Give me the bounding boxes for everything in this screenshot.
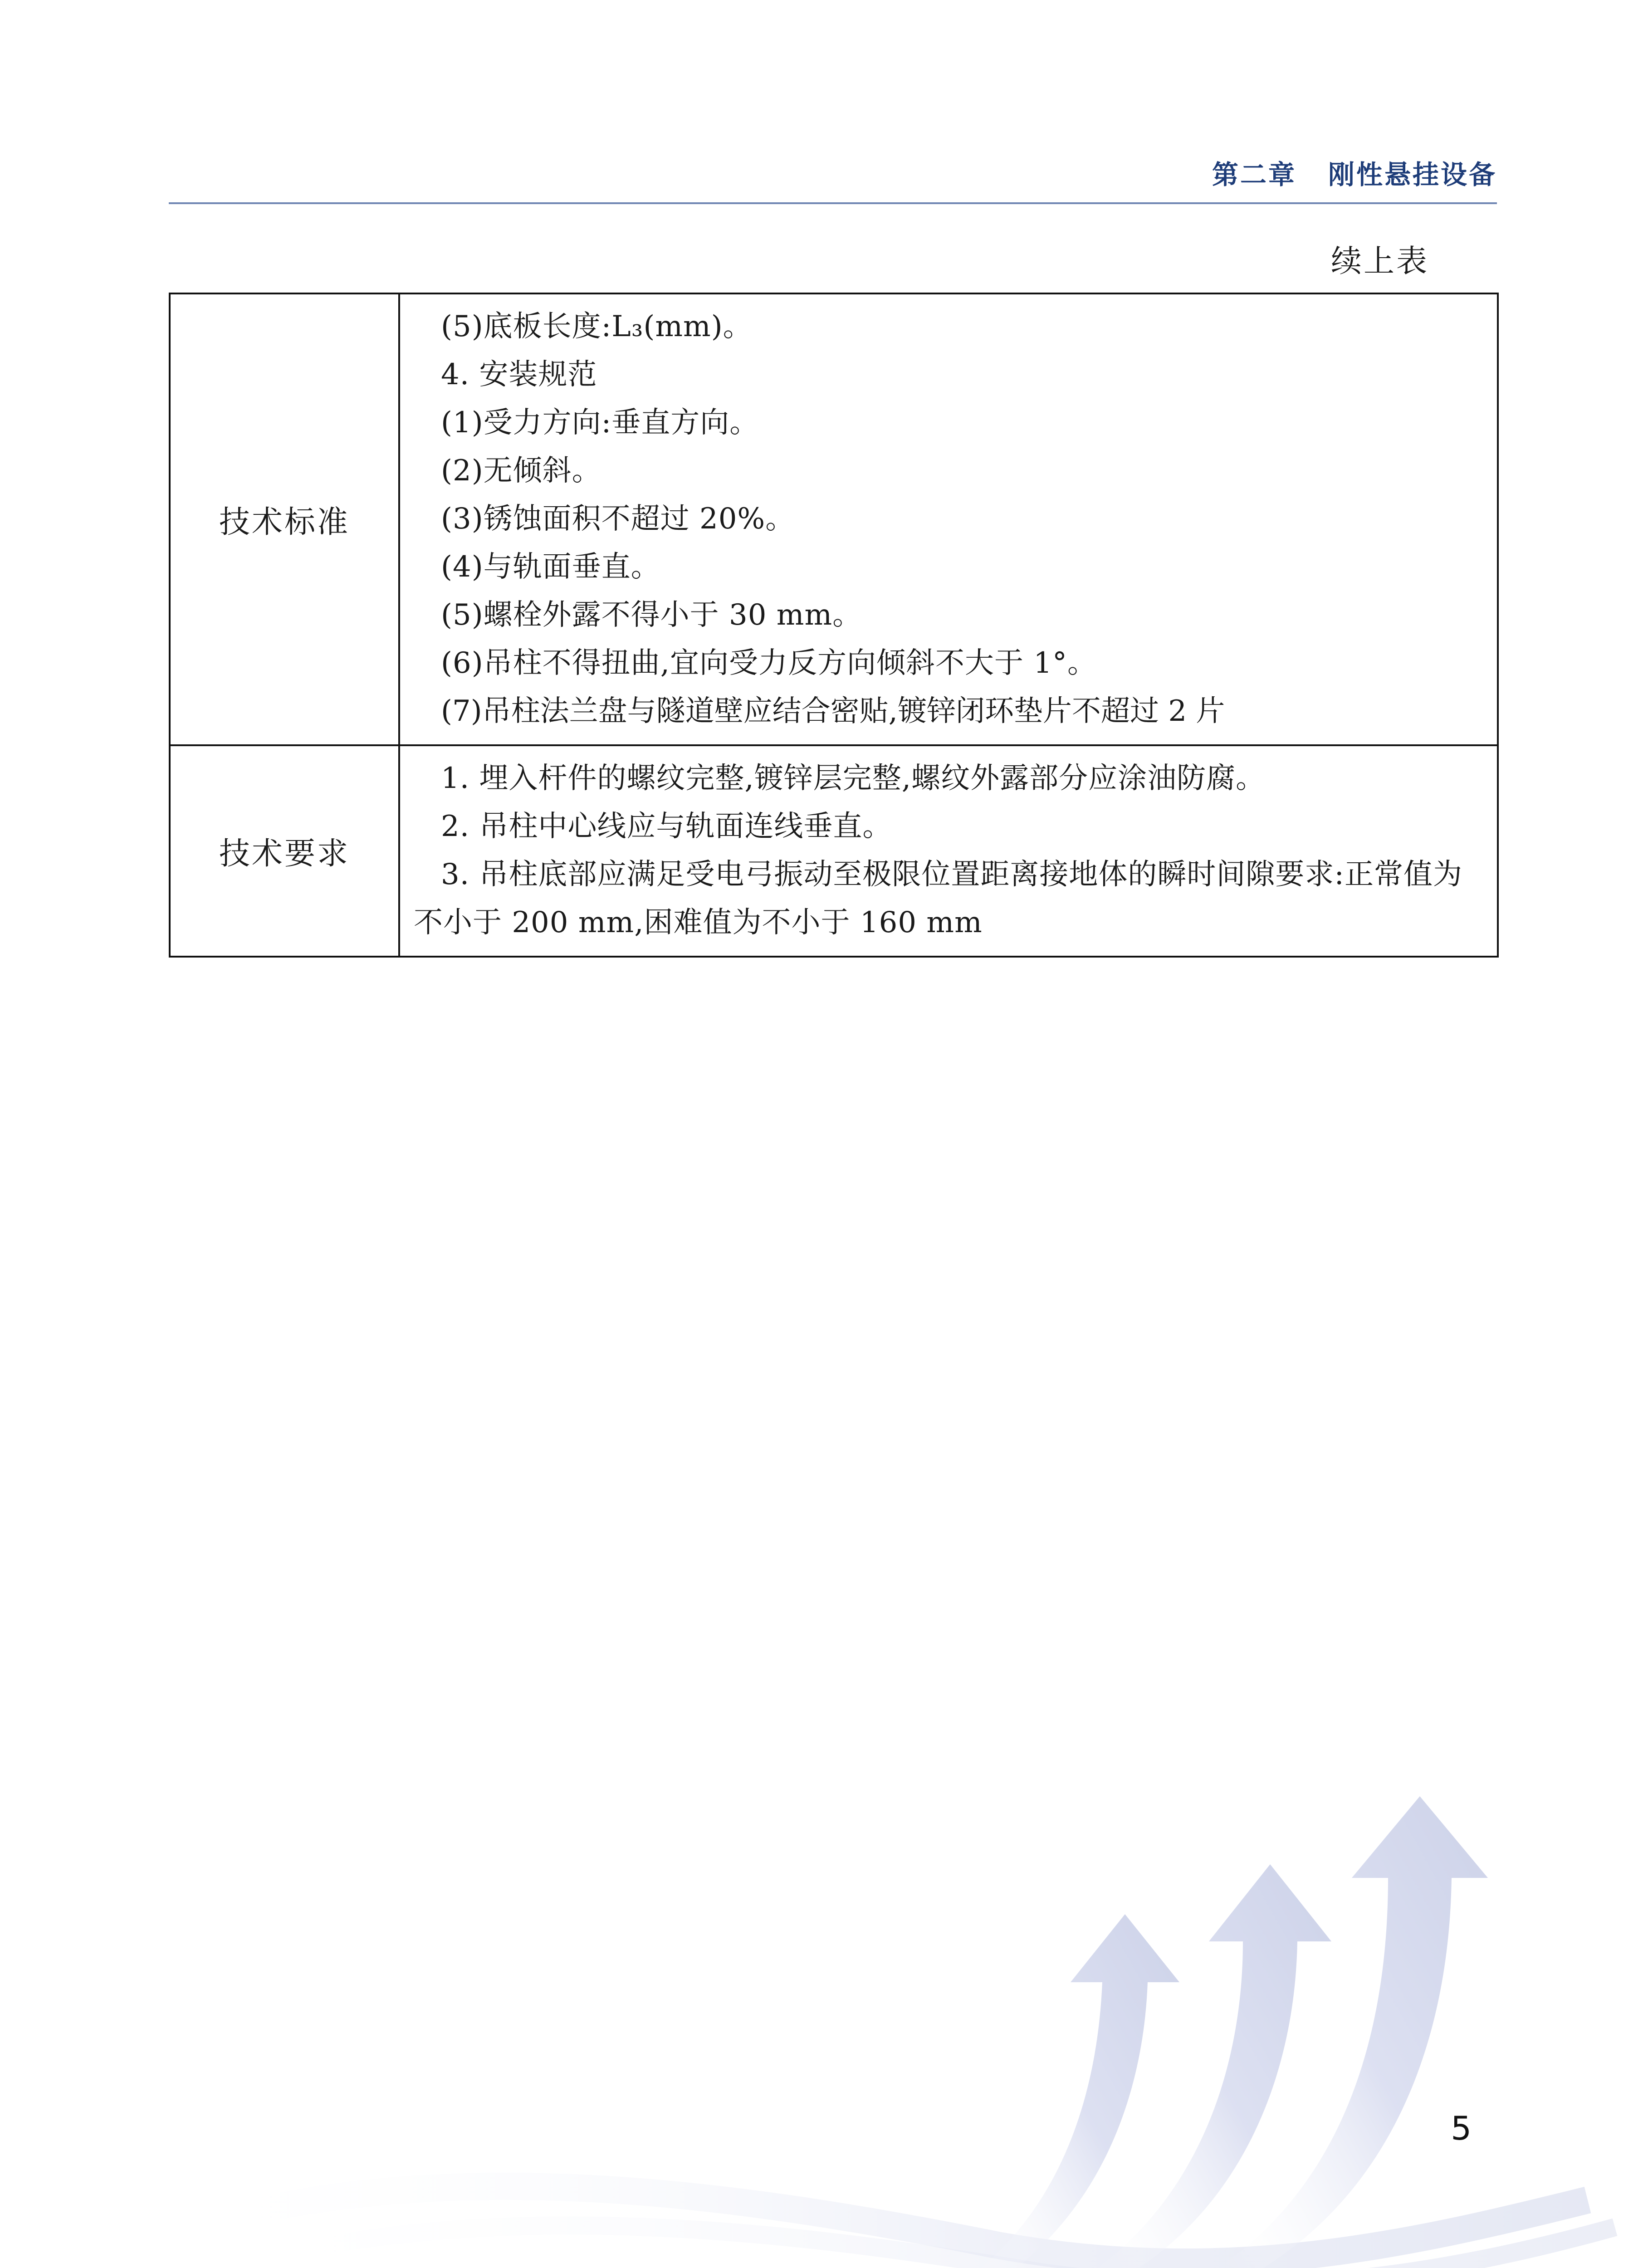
row-label-standard: 技术标准 (170, 293, 399, 745)
continued-label: 续上表 (1330, 244, 1429, 279)
row-label-requirement: 技术要求 (170, 745, 399, 957)
list-item: (6)吊柱不得扭曲,宜向受力反方向倾斜不大于 1°。 (441, 646, 1097, 680)
list-item: (4)与轨面垂直。 (441, 550, 660, 584)
list-item: (5)底板长度:L₃(mm)。 (441, 310, 753, 343)
chapter-title: 刚性悬挂设备 (1328, 159, 1497, 190)
list-item: (1)受力方向:垂直方向。 (441, 406, 759, 440)
table-row (170, 293, 1498, 745)
list-item: 1. 埋入杆件的螺纹完整,镀锌层完整,螺纹外露部分应涂油防腐。 (441, 762, 1266, 795)
header-rule (169, 202, 1497, 204)
list-item: (5)螺栓外露不得小于 30 mm。 (441, 598, 862, 632)
list-item: 2. 吊柱中心线应与轨面连线垂直。 (441, 810, 892, 843)
running-header (1212, 153, 1497, 191)
row-content-requirement (399, 745, 1498, 957)
spec-table (169, 293, 1499, 958)
table-row (170, 745, 1498, 957)
list-item: 4. 安装规范 (441, 358, 597, 391)
list-item: (7)吊柱法兰盘与隧道壁应结合密贴,镀锌闭环垫片不超过 2 片 (441, 694, 1225, 728)
chapter-number: 第二章 (1212, 159, 1296, 190)
row-content-standard (399, 293, 1498, 745)
list-item: 3. 吊柱底部应满足受电弓振动至极限位置距离接地体的瞬时间隙要求:正常值为不小于 200 mm,困难值为不小于 160 mm (414, 858, 1462, 939)
upward-arrows-swoosh-icon (0, 1792, 1643, 2268)
list-item: (3)锈蚀面积不超过 20%。 (441, 502, 795, 536)
list-item: (2)无倾斜。 (441, 454, 601, 488)
page-number: 5 (1451, 2109, 1472, 2147)
